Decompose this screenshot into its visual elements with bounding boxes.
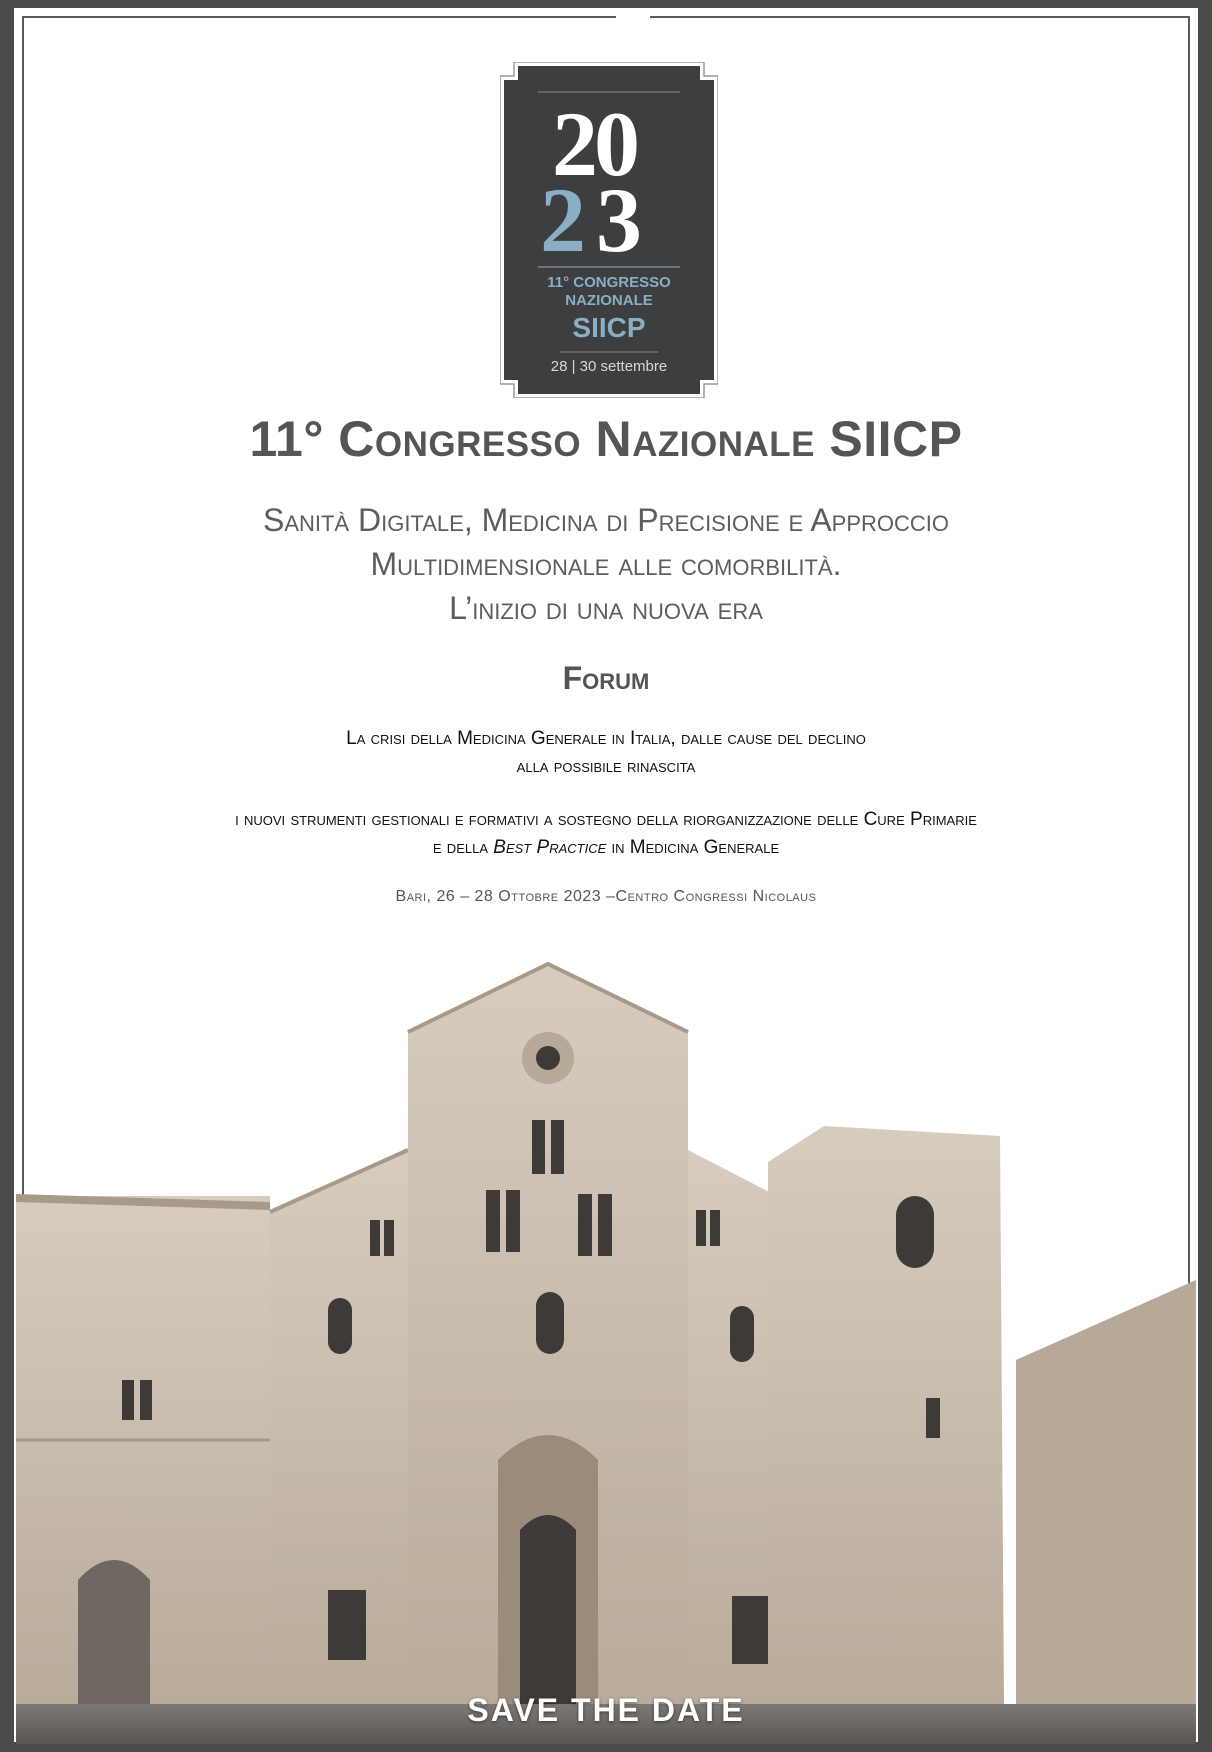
logo-year-top: 20 xyxy=(552,93,636,195)
forum-topic-2 xyxy=(60,806,1152,862)
logo-line-2: NAZIONALE xyxy=(565,292,653,309)
page-title: 11° Congresso Nazionale SIICP xyxy=(249,411,963,467)
forum-topic-1 xyxy=(60,725,1152,781)
forum-topic-2-line-2 xyxy=(60,834,1152,862)
venue-and-dates: Bari, 26 – 28 Ottobre 2023 –Centro Congressi Nicolaus xyxy=(395,888,817,905)
logo-year-digit-3: 3 xyxy=(596,169,638,271)
forum-topic-2-line-2-emphasis: Best Practice xyxy=(493,837,607,858)
subtitle-line-2: Multidimensionale alle comorbilità. xyxy=(370,546,842,582)
top-rule-right xyxy=(650,16,1190,18)
congress-logo xyxy=(500,62,718,398)
top-rule-left xyxy=(22,16,616,18)
forum-topic-2-line-2-post: in Medicina Generale xyxy=(606,837,780,858)
subtitle-line-1: Sanità Digitale, Medicina di Precisione e Approccio xyxy=(262,502,950,538)
forum-topic-2-line-1: i nuovi strumenti gestionali e formativi a sostegno della riorganizzazione delle Cure Primarie xyxy=(235,809,977,830)
forum-topic-1-line-2: alla possibile rinascita xyxy=(516,756,696,777)
logo-year-digit-2: 2 xyxy=(540,169,582,271)
basilica-image xyxy=(16,940,1196,1744)
subtitle-line-3: L’inizio di una nuova era xyxy=(449,590,763,626)
subtitle xyxy=(30,498,1182,630)
basilica-illustration xyxy=(16,940,1196,1744)
forum-topic-1-line-1: La crisi della Medicina Generale in Italia, dalle cause del declino xyxy=(346,728,866,749)
logo-line-1: 11° CONGRESSO xyxy=(547,274,671,291)
logo-dates: 28 | 30 settembre xyxy=(550,358,668,375)
logo-line-3: SIICP xyxy=(572,312,646,343)
save-the-date-banner: SAVE THE DATE xyxy=(467,1692,745,1728)
forum-topic-2-line-2-pre: e della xyxy=(432,837,494,858)
forum-heading: Forum xyxy=(562,660,650,696)
